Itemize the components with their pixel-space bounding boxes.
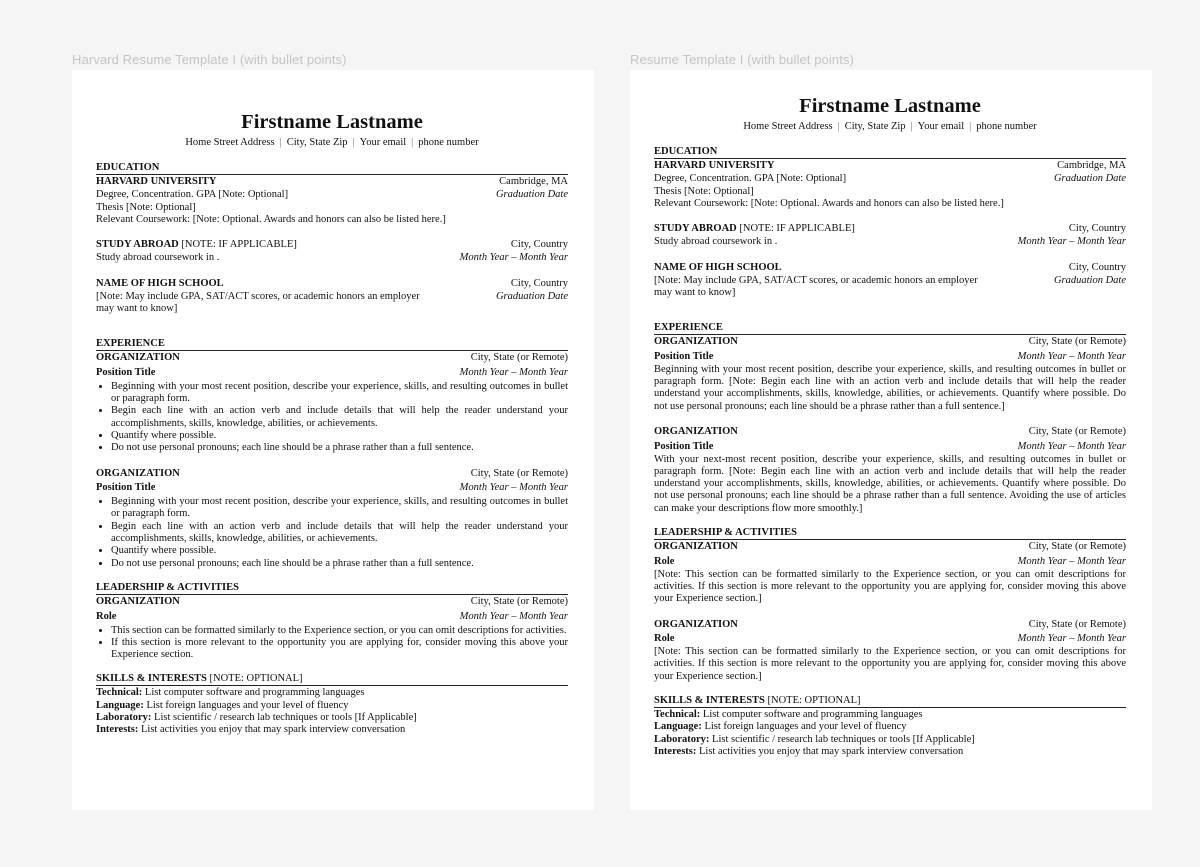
contact-city: City, State Zip: [844, 121, 906, 132]
org-name: ORGANIZATION: [654, 618, 738, 630]
position-title: Position Title: [654, 440, 714, 452]
org-location: City, State (or Remote): [470, 595, 568, 607]
highschool-name: NAME OF HIGH SCHOOL: [654, 261, 782, 273]
abroad-label: STUDY ABROAD: [654, 223, 737, 235]
experience-entry: [96, 468, 568, 570]
bullet-item: • If this section is more relevant to the opportunity you are applying for, consider moving this above your Experience section.: [111, 637, 568, 662]
coursework-text: Relevant Coursework: [Note: Optional. Awards and honors can also be listed here.]: [96, 213, 446, 225]
university-name: HARVARD UNIVERSITY: [96, 176, 217, 187]
org-location: City, State (or Remote): [1028, 618, 1126, 630]
resume-page-left: [72, 70, 594, 810]
leadership-paragraph: [Note: This section can be formatted similarly to the Experience section, or you can omit descriptions for activities. If this section is more relevant to the opportunity you are applying for, consider moving this above your Experience section.]: [654, 646, 1126, 682]
leadership-title: LEADERSHIP & ACTIVITIES: [96, 582, 568, 595]
org-name: ORGANIZATION: [96, 595, 180, 607]
skills-title-bold: SKILLS & INTERESTS: [96, 673, 207, 685]
leadership-paragraph: [Note: This section can be formatted similarly to the Experience section, or you can omit descriptions for activities. If this section is more relevant to the opportunity you are applying for, consider moving this above your Experience section.]: [654, 568, 1126, 605]
skills-title-note: [NOTE: OPTIONAL]: [206, 673, 303, 685]
experience-entry: [96, 352, 568, 454]
org-name: ORGANIZATION: [654, 425, 738, 437]
degree-text: Degree, Concentration. GPA [Note: Optional]: [96, 188, 289, 200]
experience-section: [654, 322, 1126, 515]
contact-phone: phone number: [976, 121, 1037, 132]
highschool-date: Graduation Date: [495, 290, 568, 302]
university-name: HARVARD UNIVERSITY: [654, 160, 775, 171]
education-title: EDUCATION: [654, 146, 1126, 159]
contact-separator: |: [411, 137, 414, 148]
position-title: Position Title: [96, 366, 156, 378]
skill-line: Interests: List activities you enjoy that may spark interview conversation: [654, 745, 964, 757]
highschool-note: [Note: May include GPA, SAT/ACT scores, or academic honors an employer may want to know]: [96, 290, 420, 315]
contact-separator: |: [352, 137, 355, 148]
education-title: EDUCATION: [96, 162, 568, 175]
bullet-item: • Beginning with your most recent position, describe your experience, skills, and resulting outcomes in bullet or paragraph form.: [111, 496, 568, 521]
frame-label-left[interactable]: Harvard Resume Template I (with bullet points): [72, 52, 347, 67]
bullet-list: [96, 381, 568, 455]
org-name: ORGANIZATION: [96, 467, 180, 479]
graduation-date: Graduation Date: [495, 188, 568, 200]
contact-separator: |: [969, 121, 972, 132]
contact-address: Home Street Address: [743, 121, 833, 132]
thesis-text: Thesis [Note: Optional]: [96, 201, 196, 213]
experience-title: EXPERIENCE: [96, 338, 568, 351]
position-date: Month Year – Month Year: [1017, 440, 1126, 452]
org-location: City, State (or Remote): [1028, 425, 1126, 437]
frame-label-right[interactable]: Resume Template I (with bullet points): [630, 52, 854, 67]
degree-text: Degree, Concentration. GPA [Note: Optional]: [654, 172, 847, 184]
contact-email: Your email: [359, 137, 407, 148]
contact-phone: phone number: [418, 137, 479, 148]
abroad-row: [96, 239, 568, 252]
org-location: City, State (or Remote): [470, 352, 568, 364]
bullet-item: • This section can be formatted similarly to the Experience section, or you can omit descriptions for activities.: [111, 625, 568, 637]
position-title: Position Title: [96, 482, 156, 494]
contact-address: Home Street Address: [185, 137, 275, 148]
bullet-item: • Begin each line with an action verb and include details that will help the reader understand your accomplishments, skills, knowledge, abilities, or achievements.: [111, 521, 568, 546]
org-name: ORGANIZATION: [96, 352, 180, 364]
leadership-section: [96, 582, 568, 661]
highschool-date: Graduation Date: [1053, 274, 1126, 286]
university-location: Cambridge, MA: [499, 176, 568, 187]
experience-paragraph: With your next-most recent position, describe your experience, skills, and resulting outcomes in bullet or paragraph form. [Note: Begin each line with an action verb and include details that will help the reader understand your accomplishments, skills, knowledge, abilities, or achievements. Quantify where possible. Do not use personal pronouns; each line should be a phrase rather than a full sentence. Avoiding the use of articles can make your descriptions flow more smoothly.]: [654, 453, 1126, 514]
role-date: Month Year – Month Year: [1017, 633, 1126, 645]
contact-separator: |: [910, 121, 913, 132]
skill-line: Technical: List computer software and programming languages: [654, 709, 923, 720]
skill-line: Laboratory: List scientific / research lab techniques or tools [If Applicable]: [654, 733, 975, 745]
bullet-item: • Do not use personal pronouns; each line should be a phrase rather than a full sentence.: [111, 558, 568, 570]
role-title: Role: [96, 610, 117, 622]
skill-line: Language: List foreign languages and your level of fluency: [96, 699, 349, 711]
resume-contact: [654, 120, 1126, 134]
education-section: [96, 162, 568, 316]
bullet-item: • Beginning with your most recent position, describe your experience, skills, and resulting outcomes in bullet or paragraph form.: [111, 381, 568, 406]
resume-page-right: [630, 70, 1152, 810]
position-date: Month Year – Month Year: [459, 482, 568, 494]
skills-section: [654, 695, 1126, 758]
thesis-text: Thesis [Note: Optional]: [654, 185, 754, 197]
contact-email: Your email: [917, 121, 965, 132]
skills-title-note: [NOTE: OPTIONAL]: [764, 695, 861, 706]
abroad-note: [NOTE: IF APPLICABLE]: [178, 239, 297, 251]
skill-line: Technical: List computer software and programming languages: [96, 687, 365, 699]
position-date: Month Year – Month Year: [459, 366, 568, 378]
abroad-label: STUDY ABROAD: [96, 239, 179, 251]
skill-line: Interests: List activities you enjoy that may spark interview conversation: [96, 724, 406, 736]
experience-section: [96, 338, 568, 570]
bullet-list: [96, 496, 568, 570]
leadership-entry: [654, 541, 1126, 605]
highschool-note-row: [96, 291, 568, 317]
org-location: City, State (or Remote): [1028, 541, 1126, 553]
degree-row: [96, 189, 568, 202]
contact-city: City, State Zip: [286, 137, 348, 148]
experience-paragraph: Beginning with your most recent position, describe your experience, skills, and resulting outcomes in bullet or paragraph form. [Note: Begin each line with an action verb and include details that will help the reader understand your accomplishments, skills, knowledge, abilities, or achievements. Quantify where possible. Do not use personal pronouns; each line should be a phrase rather than a full sentence.]: [654, 363, 1126, 412]
skills-title: [96, 673, 568, 686]
abroad-date: Month Year – Month Year: [1017, 235, 1126, 247]
org-location: City, State (or Remote): [1028, 336, 1126, 348]
highschool-name: NAME OF HIGH SCHOOL: [96, 277, 224, 289]
role-title: Role: [654, 555, 675, 567]
position-title: Position Title: [654, 350, 714, 362]
abroad-detail: Study abroad coursework in .: [96, 251, 220, 263]
contact-separator: |: [279, 137, 282, 148]
leadership-section: [654, 527, 1126, 683]
abroad-note: [NOTE: IF APPLICABLE]: [736, 223, 855, 235]
org-name: ORGANIZATION: [654, 541, 738, 553]
bullet-item: • Quantify where possible.: [111, 545, 568, 557]
highschool-row: [96, 278, 568, 291]
skill-line: Laboratory: List scientific / research lab techniques or tools [If Applicable]: [96, 712, 417, 723]
highschool-location: City, Country: [1068, 261, 1126, 273]
bullet-item: • Do not use personal pronouns; each line should be a phrase rather than a full sentence.: [111, 442, 568, 454]
bullet-list: [96, 625, 568, 662]
resume-contact: [96, 136, 568, 150]
skills-title-bold: SKILLS & INTERESTS: [654, 695, 765, 706]
org-location: City, State (or Remote): [470, 467, 568, 479]
resume-name: Firstname Lastname: [799, 95, 981, 117]
experience-entry: [654, 426, 1126, 515]
university-row: [96, 176, 568, 189]
abroad-detail: Study abroad coursework in .: [654, 235, 778, 247]
skills-section: [96, 673, 568, 736]
skills-title: [654, 695, 1126, 708]
graduation-date: Graduation Date: [1053, 172, 1126, 184]
contact-separator: |: [837, 121, 840, 132]
abroad-date: Month Year – Month Year: [459, 251, 568, 263]
role-date: Month Year – Month Year: [1017, 555, 1126, 567]
coursework-text: Relevant Coursework: [Note: Optional. Awards and honors can also be listed here.]: [654, 197, 1004, 209]
abroad-location: City, Country: [510, 239, 568, 251]
education-section: [654, 146, 1126, 300]
abroad-location: City, Country: [1068, 223, 1126, 235]
leadership-title: LEADERSHIP & ACTIVITIES: [654, 527, 1126, 540]
bullet-item: • Begin each line with an action verb and include details that will help the reader understand your accomplishments, skills, knowledge, abilities, or achievements.: [111, 405, 568, 430]
university-location: Cambridge, MA: [1057, 160, 1126, 171]
resume-name: Firstname Lastname: [241, 111, 423, 133]
highschool-location: City, Country: [510, 277, 568, 289]
leadership-entry: [654, 619, 1126, 683]
highschool-note: [Note: May include GPA, SAT/ACT scores, or academic honors an employer may want to know]: [654, 274, 978, 299]
skill-line: Language: List foreign languages and your level of fluency: [654, 721, 907, 733]
position-date: Month Year – Month Year: [1017, 350, 1126, 362]
abroad-detail-row: [96, 252, 568, 265]
experience-entry: [654, 336, 1126, 413]
bullet-item: • Quantify where possible.: [111, 430, 568, 442]
experience-title: EXPERIENCE: [654, 322, 1126, 335]
role-date: Month Year – Month Year: [459, 610, 568, 622]
role-title: Role: [654, 633, 675, 645]
org-name: ORGANIZATION: [654, 336, 738, 348]
